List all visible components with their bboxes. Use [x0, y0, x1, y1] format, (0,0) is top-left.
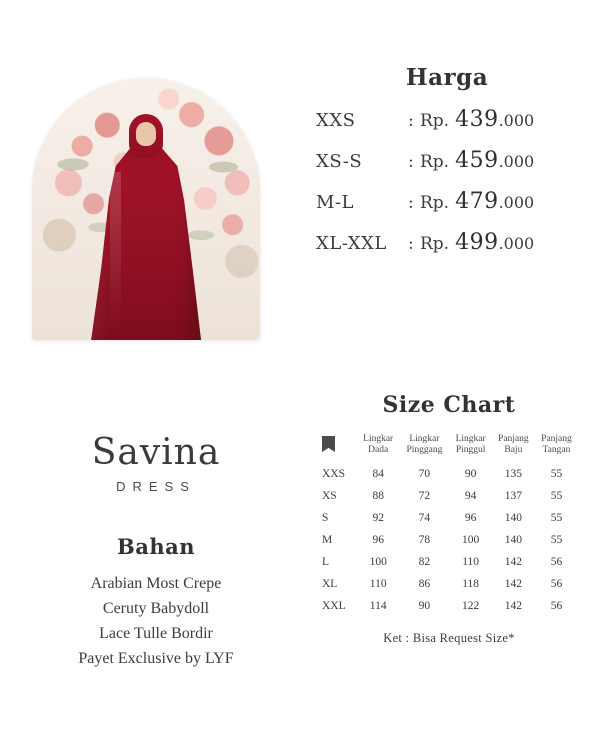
product-name: Savina — [91, 432, 221, 473]
cell-pinggul: 90 — [464, 468, 477, 480]
material-title: Bahan — [117, 534, 195, 559]
column-header-line2: Dada — [368, 445, 389, 455]
cell-pinggang: 86 — [418, 578, 431, 590]
cell-size: XXS — [322, 468, 346, 480]
price-size-label: XS-S — [316, 151, 363, 172]
cell-baju: 142 — [504, 556, 522, 568]
price-decimals: .000 — [498, 152, 535, 171]
column-header-baju — [492, 432, 535, 463]
cell-size: S — [322, 512, 329, 524]
cell-pinggul: 100 — [462, 534, 480, 546]
price-size-label: XXS — [316, 110, 356, 131]
column-header-line1: Lingkar — [455, 434, 486, 444]
column-header-line1: Lingkar — [409, 434, 440, 444]
cell-baju: 142 — [504, 578, 522, 590]
cell-pinggul: 94 — [464, 490, 477, 502]
size-chart-table — [320, 432, 578, 617]
column-header-pinggul — [449, 432, 491, 463]
size-chart-note: Ket : Bisa Request Size* — [383, 631, 515, 645]
table-row — [320, 463, 578, 485]
column-header-line2: Pinggul — [455, 445, 486, 455]
material-item: Payet Exclusive by LYF — [78, 650, 234, 667]
cell-pinggang: 70 — [418, 468, 431, 480]
bookmark-icon — [322, 436, 335, 452]
price-row — [316, 189, 578, 214]
price-amount: 479 — [455, 189, 499, 214]
cell-dada: 96 — [372, 534, 384, 546]
cell-pinggul: 110 — [462, 556, 480, 568]
price-colon: : — [408, 234, 414, 254]
price-decimals: .000 — [498, 234, 535, 253]
price-row — [316, 148, 578, 173]
cell-pinggul: 118 — [462, 578, 480, 590]
column-header-line2: Pinggang — [406, 445, 443, 455]
price-colon: : — [408, 111, 414, 131]
brand-block — [20, 432, 292, 494]
table-row — [320, 551, 578, 573]
size-chart-title: Size Chart — [382, 392, 516, 418]
column-header-line1: Lingkar — [363, 434, 394, 444]
cell-pinggang: 74 — [418, 512, 431, 524]
table-row — [320, 573, 578, 595]
price-colon: : — [408, 193, 414, 213]
cell-pinggul: 122 — [462, 600, 480, 612]
model-face — [136, 122, 156, 146]
column-header-line1: Panjang — [541, 434, 572, 444]
table-row — [320, 485, 578, 507]
price-currency: Rp. — [420, 152, 450, 172]
cell-baju: 140 — [504, 512, 522, 524]
cell-dada: 110 — [369, 578, 387, 590]
price-decimals: .000 — [498, 193, 535, 212]
price-amount: 439 — [455, 107, 499, 132]
column-header-tangan — [535, 432, 578, 463]
price-currency: Rp. — [420, 234, 450, 254]
price-row — [316, 230, 578, 255]
price-amount: 459 — [455, 148, 499, 173]
cell-size: XS — [322, 490, 337, 502]
column-header-line2: Tangan — [542, 445, 571, 455]
cell-size: M — [322, 534, 333, 546]
cell-tangan: 55 — [550, 468, 563, 480]
cell-pinggang: 90 — [418, 600, 431, 612]
cell-pinggul: 96 — [464, 512, 477, 524]
column-header-pinggang — [399, 432, 449, 463]
cell-pinggang: 72 — [418, 490, 431, 502]
cell-dada: 100 — [369, 556, 387, 568]
price-size-label: XL-XXL — [316, 233, 387, 254]
material-section — [20, 534, 292, 671]
price-amount: 499 — [455, 230, 499, 255]
cell-baju: 142 — [504, 600, 522, 612]
price-section — [316, 64, 578, 271]
cell-tangan: 55 — [550, 490, 563, 502]
price-currency: Rp. — [420, 111, 450, 131]
product-photo — [32, 78, 260, 340]
price-size-label: M-L — [316, 192, 354, 213]
cell-pinggang: 82 — [418, 556, 431, 568]
cell-dada: 114 — [369, 600, 387, 612]
price-decimals: .000 — [498, 111, 535, 130]
column-header-dada — [357, 432, 399, 463]
material-item: Arabian Most Crepe — [90, 575, 222, 592]
cell-baju: 140 — [504, 534, 522, 546]
cell-baju: 137 — [504, 490, 522, 502]
material-item: Lace Tulle Bordir — [99, 625, 213, 642]
product-category: DRESS — [116, 479, 196, 494]
price-title: Harga — [405, 64, 489, 91]
cell-dada: 88 — [372, 490, 384, 502]
price-colon: : — [408, 152, 414, 172]
column-header-line2: Baju — [504, 445, 523, 455]
price-currency: Rp. — [420, 193, 450, 213]
price-row — [316, 107, 578, 132]
table-row — [320, 595, 578, 617]
table-header-row — [320, 432, 578, 463]
table-row — [320, 507, 578, 529]
bookmark-cell — [320, 432, 357, 463]
cell-dada: 84 — [372, 468, 384, 480]
cell-size: L — [322, 556, 330, 568]
cell-tangan: 56 — [550, 556, 563, 568]
cell-tangan: 55 — [550, 512, 563, 524]
cell-baju: 135 — [504, 468, 522, 480]
material-item: Ceruty Babydoll — [102, 600, 210, 617]
cell-size: XL — [322, 578, 338, 590]
size-chart-section — [320, 392, 578, 646]
column-header-line1: Panjang — [498, 434, 529, 444]
cell-tangan: 55 — [550, 534, 563, 546]
table-row — [320, 529, 578, 551]
cell-tangan: 56 — [550, 600, 563, 612]
cell-tangan: 56 — [550, 578, 563, 590]
cell-size: XXL — [322, 600, 346, 612]
cell-dada: 92 — [372, 512, 384, 524]
cell-pinggang: 78 — [418, 534, 431, 546]
